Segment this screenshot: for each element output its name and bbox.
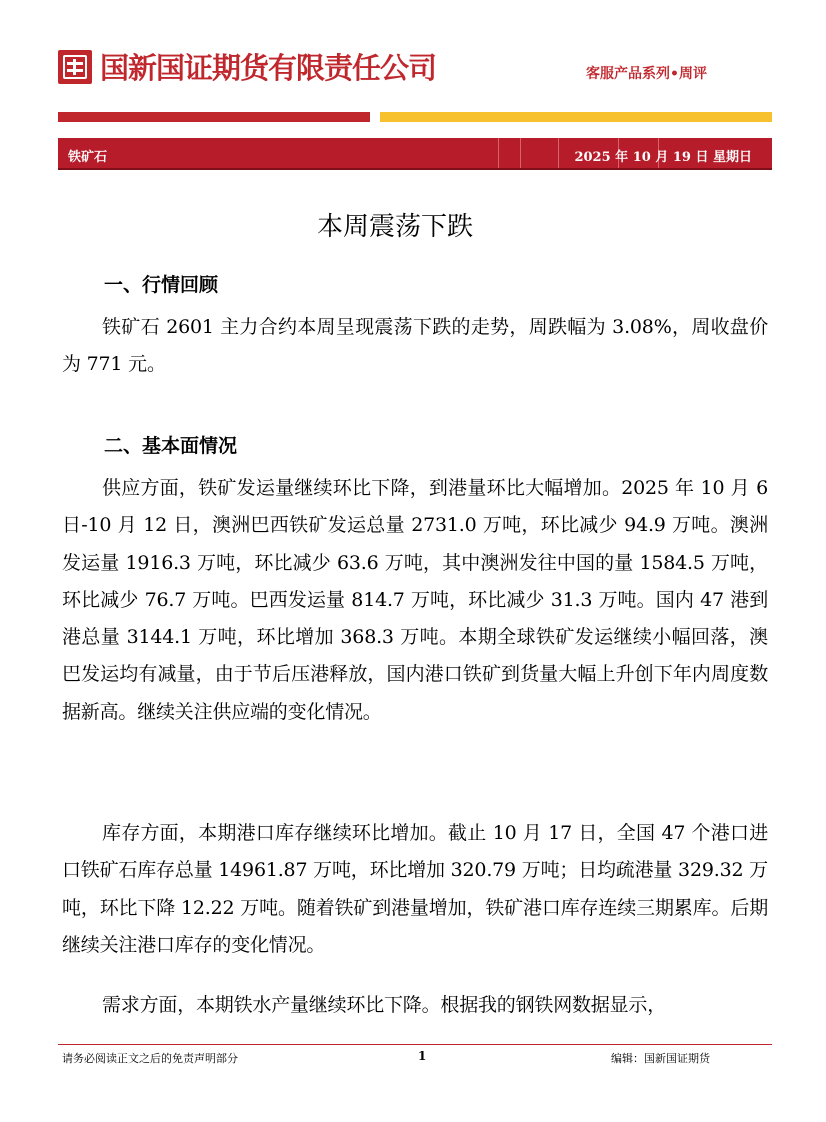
topic-band (58, 138, 772, 170)
report-date: 2025 年 10 月 19 日 星期日 (574, 150, 752, 165)
topic-label: 铁矿石 (68, 150, 108, 165)
header-stripe-red (58, 112, 370, 122)
company-name: 国新国证期货有限责任公司 (100, 51, 437, 85)
page-number: 1 (418, 1049, 427, 1063)
company-logo-icon (58, 50, 92, 84)
paragraph-supply: 供应方面，铁矿发运量继续环比下降，到港量环比大幅增加。2025 年 10 月 6 日-10 月 12 日，澳洲巴西铁矿发运总量 2731.0 万吨，环比减少 94.9 万吨。澳洲发运量 1916.3 万吨，环比减少 63.6 万吨，其中澳洲发往中国的量 1584.5 万吨，环比减少 76.7 万吨。巴西发运量 814.7 万吨，环比减少 31.3 万吨。国内 47 港到港总量 3144.1 万吨，环比增加 368.3 万吨。本期全球铁矿发运继续小幅回落，澳巴发运均有减量，由于节后压港释放，国内港口铁矿到货量大幅上升创下年内周度数据新高。继续关注供应端的变化情况。 (62, 477, 768, 723)
series-label: 客服产品系列•周评 (586, 66, 707, 82)
paragraph-demand: 需求方面，本期铁水产量继续环比下降。根据我的钢铁网数据显示， (102, 994, 667, 1016)
footer-editor: 编辑：国新国证期货 (611, 1052, 710, 1065)
section-heading-market-review: 一、行情回顾 (104, 274, 219, 296)
paragraph-inventory: 库存方面，本期港口库存继续环比增加。截止 10 月 17 日，全国 47 个港口进口铁矿石库存总量 14961.87 万吨，环比增加 320.79 万吨；日均疏港量 329.32 万吨，环比下降 12.22 万吨。随着铁矿到港量增加，铁矿港口库存连续三期累库。后期继续关注港口库存的变化情况。 (62, 822, 768, 956)
footer-disclaimer: 请务必阅读正文之后的免责声明部分 (62, 1052, 238, 1065)
paragraph-market-review: 铁矿石 2601 主力合约本周呈现震荡下跌的走势，周跌幅为 3.08%，周收盘价为 771 元。 (62, 316, 768, 376)
header-stripe-yellow (380, 112, 772, 122)
footer-rule (58, 1044, 772, 1045)
page-title: 本周震荡下跌 (316, 212, 473, 242)
section-heading-fundamentals: 二、基本面情况 (104, 435, 238, 457)
